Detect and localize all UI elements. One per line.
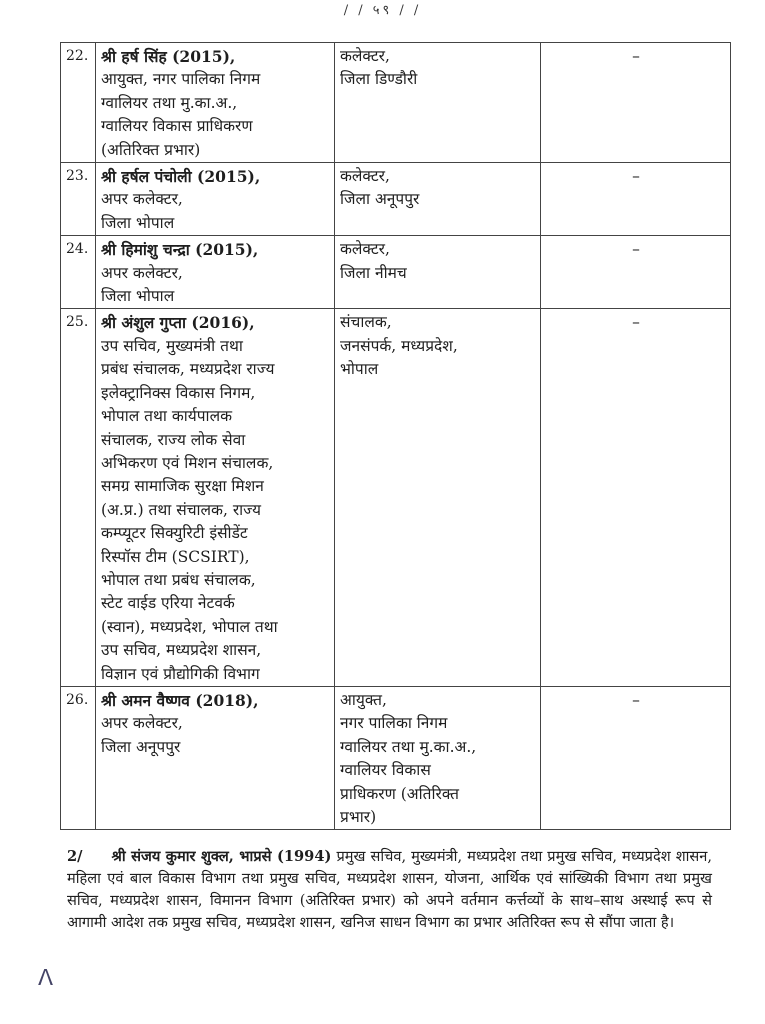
current-post-line: (स्वान), मध्यप्रदेश, भोपाल तथा — [101, 617, 278, 636]
current-post-line: जिला भोपाल — [101, 287, 175, 306]
current-post-line: अपर कलेक्टर, — [101, 263, 183, 282]
table-row — [61, 686, 731, 829]
officer-name: श्री अमन वैष्णव (2018), — [101, 690, 259, 710]
current-post-line: भोपाल तथा प्रबंध संचालक, — [101, 570, 256, 589]
current-post-line: इलेक्ट्रानिक्स विकास निगम, — [101, 383, 256, 402]
serial-number: 23. — [61, 163, 96, 236]
new-posting-cell — [335, 686, 541, 829]
table-row — [61, 309, 731, 687]
new-posting-line: संचालक, — [340, 313, 392, 332]
new-posting-line: कलेक्टर, — [340, 167, 390, 186]
current-post-line: रिस्पॉस टीम (SCSIRT), — [101, 547, 250, 566]
current-post-line: अभिकरण एवं मिशन संचालक, — [101, 453, 274, 472]
remark-cell: – — [541, 309, 731, 687]
new-posting-cell — [335, 163, 541, 236]
current-post-line: ग्वालियर तथा मु.का.अ., — [101, 93, 238, 112]
remark-cell: – — [541, 43, 731, 163]
serial-number: 25. — [61, 309, 96, 687]
initial-mark: ᐱ — [38, 966, 54, 991]
current-post-line: जिला भोपाल — [101, 213, 175, 232]
serial-number: 26. — [61, 686, 96, 829]
new-posting-line: जिला डिण्डौरी — [340, 70, 418, 89]
current-post-line: भोपाल तथा कार्यपालक — [101, 407, 232, 426]
current-post-line: जिला अनूपपुर — [101, 737, 181, 756]
current-post-line: कम्प्यूटर सिक्युरिटी इंसीडेंट — [101, 524, 248, 543]
officer-current-post-cell — [96, 309, 335, 687]
current-post-line: अपर कलेक्टर, — [101, 714, 183, 733]
current-post-line: ग्वालियर विकास प्राधिकरण — [101, 117, 253, 136]
officer-current-post-cell — [96, 43, 335, 163]
table-row — [61, 43, 731, 163]
new-posting-line: नगर पालिका निगम — [340, 714, 448, 733]
officer-name: श्री संजय कुमार शुक्ल, भाप्रसे (1994) — [111, 848, 332, 865]
serial-number: 24. — [61, 236, 96, 309]
new-posting-line: प्रभार) — [340, 808, 377, 826]
current-post-line: आयुक्त, नगर पालिका निगम — [101, 70, 261, 89]
officer-name: श्री अंशुल गुप्ता (2016), — [101, 313, 255, 333]
new-posting-line: ग्वालियर विकास — [340, 761, 431, 780]
current-post-line: संचालक, राज्य लोक सेवा — [101, 430, 246, 449]
posting-table — [60, 42, 731, 830]
remark-cell: – — [541, 236, 731, 309]
officer-current-post-cell — [96, 163, 335, 236]
new-posting-line: भोपाल — [340, 360, 379, 379]
new-posting-line: जनसंपर्क, मध्यप्रदेश, — [340, 336, 458, 355]
new-posting-cell — [335, 309, 541, 687]
remark-cell: – — [541, 163, 731, 236]
new-posting-line: प्राधिकरण (अतिरिक्त — [340, 784, 459, 803]
table-row — [61, 236, 731, 309]
officer-name: श्री हर्षल पंचोली (2015), — [101, 167, 261, 187]
new-posting-line: आयुक्त, — [340, 690, 387, 709]
officer-current-post-cell — [96, 236, 335, 309]
current-post-line: उप सचिव, मुख्यमंत्री तथा — [101, 336, 243, 355]
new-posting-line: कलेक्टर, — [340, 47, 390, 65]
current-post-line: उप सचिव, मध्यप्रदेश शासन, — [101, 641, 262, 660]
current-post-line: प्रबंध संचालक, मध्यप्रदेश राज्य — [101, 360, 275, 379]
new-posting-line: कलेक्टर, — [340, 240, 390, 259]
page-number: / / ५९ / / — [343, 3, 422, 18]
current-post-line: स्टेट वाईड एरिया नेटवर्क — [101, 594, 235, 613]
new-posting-line: जिला नीमच — [340, 263, 407, 282]
officer-name: श्री हिमांशु चन्द्रा (2015), — [101, 240, 259, 260]
new-posting-line: ग्वालियर तथा मु.का.अ., — [340, 737, 477, 756]
current-post-line: (अतिरिक्त प्रभार) — [101, 140, 201, 159]
paragraph-text: प्रमुख सचिव, मुख्यमंत्री, मध्यप्रदेश तथा प्रमुख सचिव, मध्यप्रदेश शासन, महिला एवं बाल विकास विभाग तथा प्रमुख सचिव, मध्यप्रदेश शासन, योजना, आर्थिक एवं सांख्यिकी विभाग तथा प्रमुख सचिव, मध्यप्रदेश शासन, विमानन विभाग (अतिरिक्त प्रभार) को अपने वर्तमान कर्त्तव्यों के साथ–साथ अस्थाई रूप से आगामी आदेश तक प्रमुख सचिव, मध्यप्रदेश शासन, खनिज साधन विभाग का प्रभार अतिरिक्त रूप से सौंपा जाता है। — [67, 848, 713, 931]
current-post-line: (अ.प्र.) तथा संचालक, राज्य — [101, 500, 262, 519]
serial-number: 22. — [61, 43, 96, 163]
current-post-line: अपर कलेक्टर, — [101, 190, 183, 209]
table-row — [61, 163, 731, 236]
remark-cell: – — [541, 686, 731, 829]
new-posting-cell — [335, 43, 541, 163]
new-posting-cell — [335, 236, 541, 309]
current-post-line: विज्ञान एवं प्रौद्योगिकी विभाग — [101, 664, 260, 683]
paragraph-number: 2/ — [67, 848, 83, 865]
officer-name: श्री हर्ष सिंह (2015), — [101, 47, 236, 66]
new-posting-line: जिला अनूपपुर — [340, 190, 420, 209]
order-paragraph — [67, 846, 712, 934]
current-post-line: समग्र सामाजिक सुरक्षा मिशन — [101, 477, 264, 496]
officer-current-post-cell — [96, 686, 335, 829]
